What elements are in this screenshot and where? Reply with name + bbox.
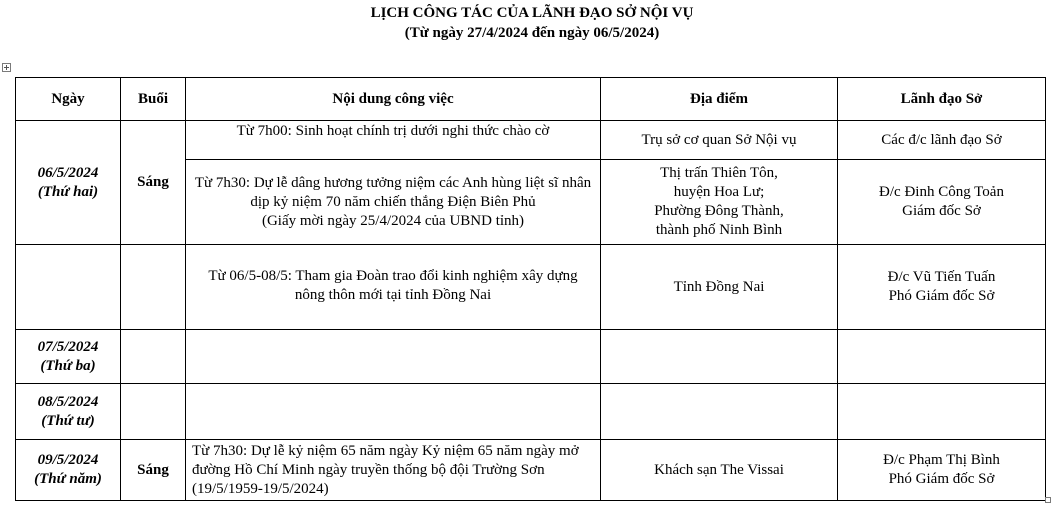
leader-cell xyxy=(838,440,1046,501)
location-cell xyxy=(601,245,838,330)
weekday-text: (Thứ năm) xyxy=(34,471,102,487)
session-cell xyxy=(121,245,186,330)
leader-title: Phó Giám đốc Sở xyxy=(888,471,995,487)
table-row xyxy=(16,245,1046,330)
location-cell xyxy=(601,440,838,501)
location-line: Phường Đông Thành, xyxy=(654,203,784,219)
content-text: Từ 06/5-08/5: Tham gia Đoàn trao đổi kinh nghiệm xây dựng nông thôn mới tại tỉnh Đồng Nai xyxy=(208,268,578,303)
schedule-table xyxy=(15,77,1046,501)
session-cell: Sáng xyxy=(121,121,186,245)
leader-name: Đ/c Đinh Công Toản xyxy=(879,184,1004,200)
location-cell xyxy=(601,160,838,245)
content-cell xyxy=(186,440,601,501)
leader-cell xyxy=(838,384,1046,440)
date-cell xyxy=(16,121,121,245)
column-header-date: Ngày xyxy=(16,78,121,121)
leader-title: Phó Giám đốc Sở xyxy=(888,288,995,304)
location-cell xyxy=(601,330,838,384)
table-move-handle-icon[interactable] xyxy=(2,63,11,72)
location-text: Khách sạn The Vissai xyxy=(654,461,784,478)
column-header-session: Buổi xyxy=(121,78,186,121)
leader-cell xyxy=(838,245,1046,330)
session-cell xyxy=(121,384,186,440)
content-cell xyxy=(186,160,601,245)
weekday-text: (Thứ ba) xyxy=(40,357,96,374)
content-note: (Giấy mời ngày 25/4/2024 của UBND tỉnh) xyxy=(261,212,525,229)
leader-cell xyxy=(838,330,1046,384)
content-cell xyxy=(186,330,601,384)
date-text: 07/5/2024 xyxy=(37,338,99,355)
content-cell xyxy=(186,121,601,160)
leader-cell xyxy=(838,160,1046,245)
weekday-text: (Thứ hai) xyxy=(37,183,99,200)
table-row xyxy=(16,121,1046,160)
content-text: Từ 7h30: Dự lễ dâng hương tưởng niệm các Anh hùng liệt sĩ nhân dịp kỷ niệm 70 năm chiến thắng Điện Biên Phủ xyxy=(194,174,592,210)
date-cell xyxy=(16,384,121,440)
location-line: huyện Hoa Lư; xyxy=(673,184,765,200)
location-line: thành phố Ninh Bình xyxy=(655,222,783,238)
location-line: Thị trấn Thiên Tôn, xyxy=(660,165,778,181)
column-header-location: Địa điểm xyxy=(601,78,838,121)
document-subtitle: (Từ ngày 27/4/2024 đến ngày 06/5/2024) xyxy=(404,25,660,41)
leader-cell xyxy=(838,121,1046,160)
leader-title: Giám đốc Sở xyxy=(902,203,981,219)
content-text: Từ 7h30: Dự lễ kỷ niệm 65 năm ngày Kỷ niệm 65 năm ngày mở đường Hồ Chí Minh ngày truyền thống bộ đội Trường Sơn (19/5/1959-19/5/2024) xyxy=(192,442,579,497)
table-resize-handle-icon[interactable] xyxy=(1045,497,1051,503)
location-cell xyxy=(601,121,838,160)
column-header-leader: Lãnh đạo Sở xyxy=(838,78,1046,121)
session-cell: Sáng xyxy=(121,440,186,501)
location-text: Trụ sở cơ quan Sở Nội vụ xyxy=(641,131,797,148)
session-cell xyxy=(121,330,186,384)
date-text: 08/5/2024 xyxy=(37,393,99,410)
location-cell xyxy=(601,384,838,440)
leader-name: Đ/c Phạm Thị Bình xyxy=(883,452,1000,468)
date-text: 09/5/2024 xyxy=(37,452,99,468)
column-header-content: Nội dung công việc xyxy=(186,78,601,121)
date-cell xyxy=(16,330,121,384)
content-text: Từ 7h00: Sinh hoạt chính trị dưới nghi thức chào cờ xyxy=(236,123,550,139)
leader-text: Các đ/c lãnh đạo Sở xyxy=(881,131,1002,148)
content-cell xyxy=(186,245,601,330)
leader-name: Đ/c Vũ Tiến Tuấn xyxy=(887,269,996,285)
table-header-row xyxy=(16,78,1046,121)
table-row xyxy=(16,330,1046,384)
content-cell xyxy=(186,384,601,440)
date-cell xyxy=(16,245,121,330)
weekday-text: (Thứ tư) xyxy=(41,412,95,429)
table-row xyxy=(16,440,1046,501)
date-text: 06/5/2024 xyxy=(37,164,99,181)
table-row xyxy=(16,384,1046,440)
location-text: Tỉnh Đồng Nai xyxy=(673,278,765,295)
date-cell xyxy=(16,440,121,501)
document-title: LỊCH CÔNG TÁC CỦA LÃNH ĐẠO SỞ NỘI VỤ xyxy=(370,5,694,21)
